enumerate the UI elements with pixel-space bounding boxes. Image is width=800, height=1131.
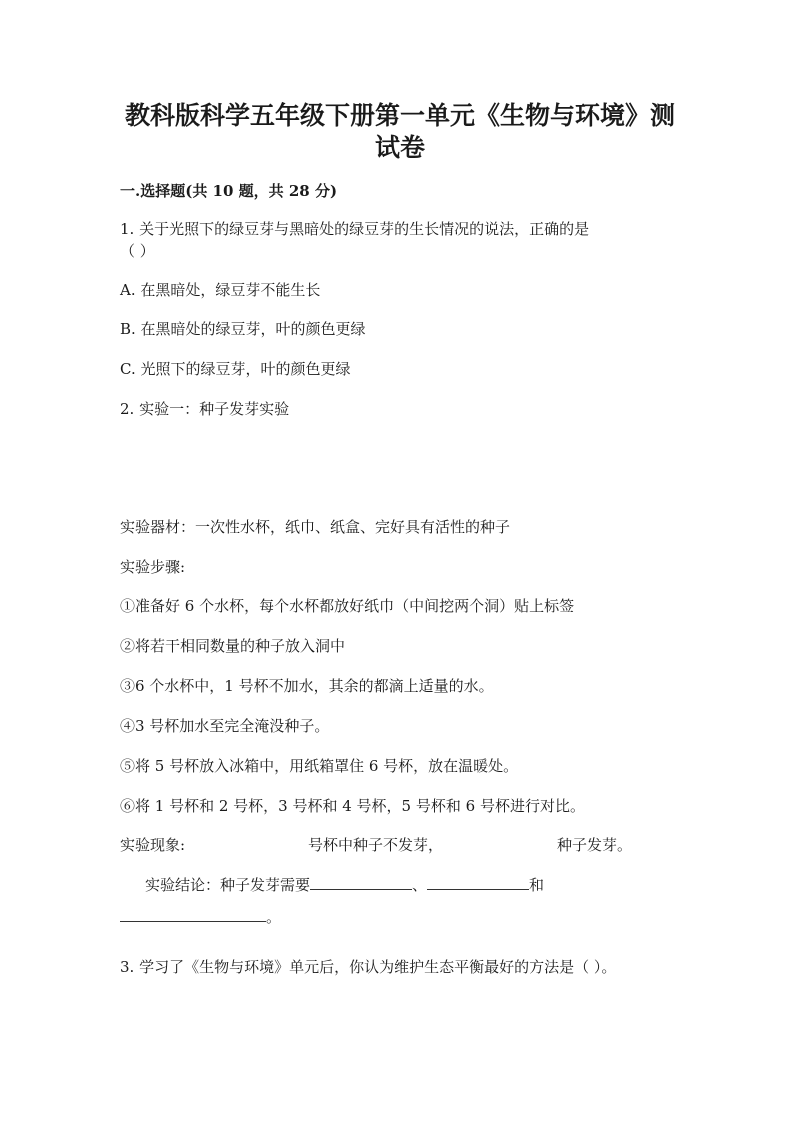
experiment-step-5: ⑤将 5 号杯放入冰箱中，用纸箱罩住 6 号杯，放在温暖处。 [120,757,519,775]
experiment-step-1: ①准备好 6 个水杯，每个水杯都放好纸巾（中间挖两个洞）贴上标签 [120,597,575,615]
experiment-step-2: ②将若干相同数量的种子放入洞中 [120,637,346,655]
answer-blank-3[interactable] [120,907,266,922]
answer-blank-1[interactable] [310,875,412,890]
conclusion-end: 。 [266,908,282,926]
experiment-step-3: ③6 个水杯中，1 号杯不加水，其余的都滴上适量的水。 [120,677,494,695]
conclusion-and: 和 [529,876,545,894]
experiment-steps-label: 实验步骤: [120,558,186,576]
question-3-stem: 3. 学习了《生物与环境》单元后，你认为维护生态平衡最好的方法是（ ）。 [120,958,617,976]
question-2-stem: 2. 实验一：种子发芽实验 [120,400,290,418]
experiment-conclusion-continued [120,907,281,927]
page-title: 教科版科学五年级下册第一单元《生物与环境》测 [124,101,675,130]
question-1-option-c: C. 光照下的绿豆芽，叶的颜色更绿 [120,360,351,378]
experiment-conclusion [145,875,544,895]
experiment-phenomenon-end: 种子发芽。 [557,836,633,854]
experiment-step-6: ⑥将 1 号杯和 2 号杯，3 号杯和 4 号杯，5 号杯和 6 号杯进行对比。 [120,797,585,815]
question-1-option-a: A. 在黑暗处，绿豆芽不能生长 [120,281,321,299]
experiment-phenomenon-middle: 号杯中种子不发芽， [308,836,444,854]
experiment-materials: 实验器材：一次性水杯，纸巾、纸盒、完好具有活性的种子 [120,518,511,536]
section-heading: 一.选择题(共 10 题，共 28 分) [120,182,338,200]
experiment-phenomenon-label: 实验现象: [120,836,186,854]
answer-blank-2[interactable] [427,875,529,890]
question-1-answer-paren: （ ） [120,242,155,260]
experiment-step-4: ④3 号杯加水至完全淹没种子。 [120,717,330,735]
conclusion-prefix: 实验结论：种子发芽需要 [145,876,311,894]
page-title-continued: 试卷 [374,133,425,162]
question-1-option-b: B. 在黑暗处的绿豆芽，叶的颜色更绿 [120,320,366,338]
conclusion-separator: 、 [412,876,428,894]
question-1-stem: 1. 关于光照下的绿豆芽与黑暗处的绿豆芽的生长情况的说法，正确的是 [120,220,590,238]
